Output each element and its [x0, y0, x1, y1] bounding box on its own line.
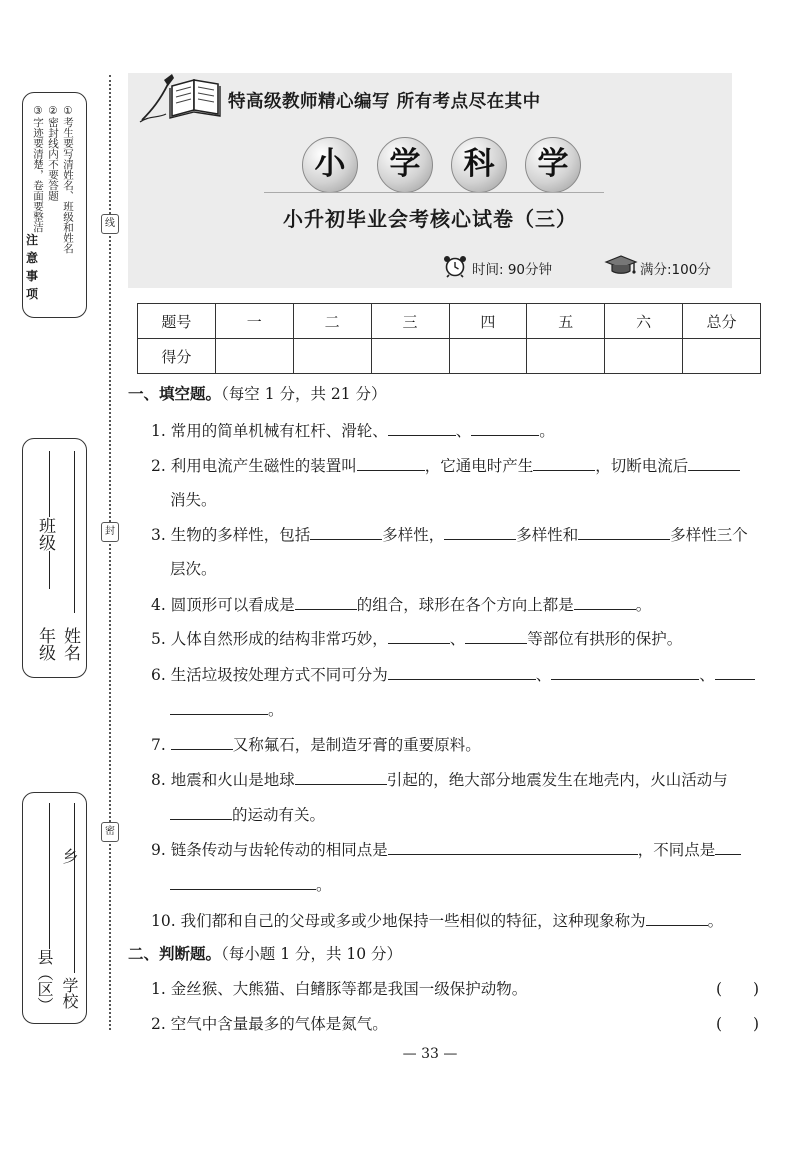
score-header-cell: 题号 — [138, 304, 216, 339]
seal-char-line: 线 — [101, 214, 119, 234]
score-header-cell: 总分 — [683, 304, 761, 339]
score-header-cell: 二 — [293, 304, 371, 339]
exam-title: 小升初毕业会考核心试卷（三） — [283, 207, 577, 231]
score-label: 满分:100分 — [640, 262, 711, 278]
subject-char-2: 学 — [377, 137, 433, 193]
page-number: — 33 — — [402, 1046, 458, 1062]
graduation-cap-icon — [604, 254, 638, 276]
answer-blank[interactable] — [574, 594, 636, 610]
score-cell[interactable] — [449, 339, 527, 374]
question-7: 7. 又称氟石，是制造牙膏的重要原料。 — [151, 736, 481, 754]
name-label: 姓名 — [60, 627, 80, 661]
answer-bracket[interactable]: ( ) — [716, 980, 760, 998]
answer-blank[interactable] — [170, 874, 316, 890]
score-cell[interactable] — [605, 339, 683, 374]
county-label: 县（区） — [35, 949, 54, 1013]
seal-char-seal: 封 — [101, 522, 119, 542]
grade-label: 年级 — [35, 627, 55, 661]
answer-blank[interactable] — [388, 420, 456, 436]
score-header-cell: 六 — [605, 304, 683, 339]
answer-blank[interactable] — [646, 910, 708, 926]
question-6: 6. 生活垃圾按处理方式不同可分为 、 、 — [151, 664, 755, 685]
slogan: 特高级教师精心编写 所有考点尽在其中 — [228, 92, 541, 112]
question-6-cont: 。 — [170, 699, 284, 720]
answer-blank[interactable] — [171, 734, 233, 750]
answer-blank[interactable] — [578, 524, 670, 540]
township-label: 乡 — [60, 848, 79, 864]
alarm-clock-icon — [442, 254, 468, 278]
question-4: 4. 圆顶形可以看成是 的组合，球形在各个方向上都是 。 — [151, 596, 652, 614]
judge-item-1: 1. 金丝猴、大熊猫、白鳍豚等都是我国一级保护动物。 — [151, 980, 528, 998]
school-label: 学校 — [60, 977, 79, 1009]
subject-char-1: 小 — [302, 137, 358, 193]
answer-blank[interactable] — [170, 804, 232, 820]
section2-heading — [128, 944, 402, 964]
score-table-score-row — [138, 339, 761, 374]
subject-char-4: 学 — [525, 137, 581, 193]
answer-blank[interactable] — [551, 664, 699, 680]
score-header-cell: 五 — [527, 304, 605, 339]
answer-blank[interactable] — [170, 699, 268, 715]
score-header-cell: 一 — [215, 304, 293, 339]
section2-title: 二、判断题。 — [128, 945, 222, 963]
notice-heading: 注 意 事 项 — [25, 233, 38, 301]
school-line — [74, 803, 75, 973]
question-10: 10. 我们都和自己的父母或多或少地保持一些相似的特征，这种现象称为 。 — [151, 912, 724, 930]
answer-blank[interactable] — [388, 664, 536, 680]
pen-book-icon — [138, 70, 230, 126]
question-1: 1. 常用的简单机械有杠杆、滑轮、 、 。 — [151, 422, 555, 440]
question-2: 2. 利用电流产生磁性的装置叫 ，它通电时产生 ，切断电流后 — [151, 455, 740, 476]
question-8: 8. 地震和火山是地球 引起的，绝大部分地震发生在地壳内，火山活动与 — [151, 771, 728, 789]
answer-blank[interactable] — [310, 524, 382, 540]
question-9-cont: 。 — [170, 874, 332, 895]
school-info-box — [22, 792, 87, 1024]
county-line — [49, 803, 50, 949]
answer-blank[interactable] — [357, 455, 425, 471]
name-line — [74, 451, 75, 613]
score-cell[interactable] — [527, 339, 605, 374]
notice-item-2: ②密封线内不要答题 — [47, 105, 59, 201]
section2-note: （每小题 1 分，共 10 分） — [221, 945, 403, 963]
question-2-cont: 消失。 — [170, 491, 217, 509]
score-row-label: 得分 — [138, 339, 216, 374]
score-cell[interactable] — [371, 339, 449, 374]
answer-blank[interactable] — [688, 455, 740, 471]
notice-item-3: ③字迹要清楚，卷面要整洁 — [32, 105, 44, 233]
score-header-cell: 三 — [371, 304, 449, 339]
section1-note: （每空 1 分，共 21 分） — [221, 385, 387, 403]
notice-item-1: ①考生要写清姓名、班级和姓名 — [62, 105, 74, 254]
subject-char-3: 科 — [451, 137, 507, 193]
judge-item-2: 2. 空气中含量最多的气体是氮气。 — [151, 1015, 388, 1033]
answer-blank[interactable] — [295, 769, 387, 785]
notice-box — [22, 92, 87, 318]
score-cell[interactable] — [683, 339, 761, 374]
student-info-box — [22, 438, 87, 678]
answer-blank[interactable] — [444, 524, 516, 540]
answer-blank[interactable] — [471, 420, 539, 436]
question-9: 9. 链条传动与齿轮传动的相同点是 ，不同点是 — [151, 839, 741, 860]
seal-char-close: 密 — [101, 822, 119, 842]
answer-blank[interactable] — [465, 628, 527, 644]
answer-blank[interactable] — [715, 839, 741, 855]
score-cell[interactable] — [215, 339, 293, 374]
score-table-header-row — [138, 304, 761, 339]
answer-blank[interactable] — [388, 628, 450, 644]
answer-blank[interactable] — [388, 839, 638, 855]
class-label: 班级 — [33, 517, 58, 551]
score-table — [137, 303, 761, 374]
answer-blank[interactable] — [295, 594, 357, 610]
question-3-cont: 层次。 — [170, 560, 217, 578]
section1-title: 一、填空题。 — [128, 385, 222, 403]
answer-bracket[interactable]: ( ) — [716, 1015, 760, 1033]
answer-blank[interactable] — [715, 664, 755, 680]
score-header-cell: 四 — [449, 304, 527, 339]
title-divider — [264, 192, 604, 193]
answer-blank[interactable] — [533, 455, 595, 471]
section1-heading — [128, 384, 387, 404]
question-3: 3. 生物的多样性，包括 多样性， 多样性和 多样性三个 — [151, 526, 748, 544]
score-cell[interactable] — [293, 339, 371, 374]
question-5: 5. 人体自然形成的结构非常巧妙， 、 等部位有拱形的保护。 — [151, 630, 683, 648]
time-label: 时间: 90分钟 — [472, 262, 553, 278]
question-8-cont: 的运动有关。 — [170, 804, 325, 825]
